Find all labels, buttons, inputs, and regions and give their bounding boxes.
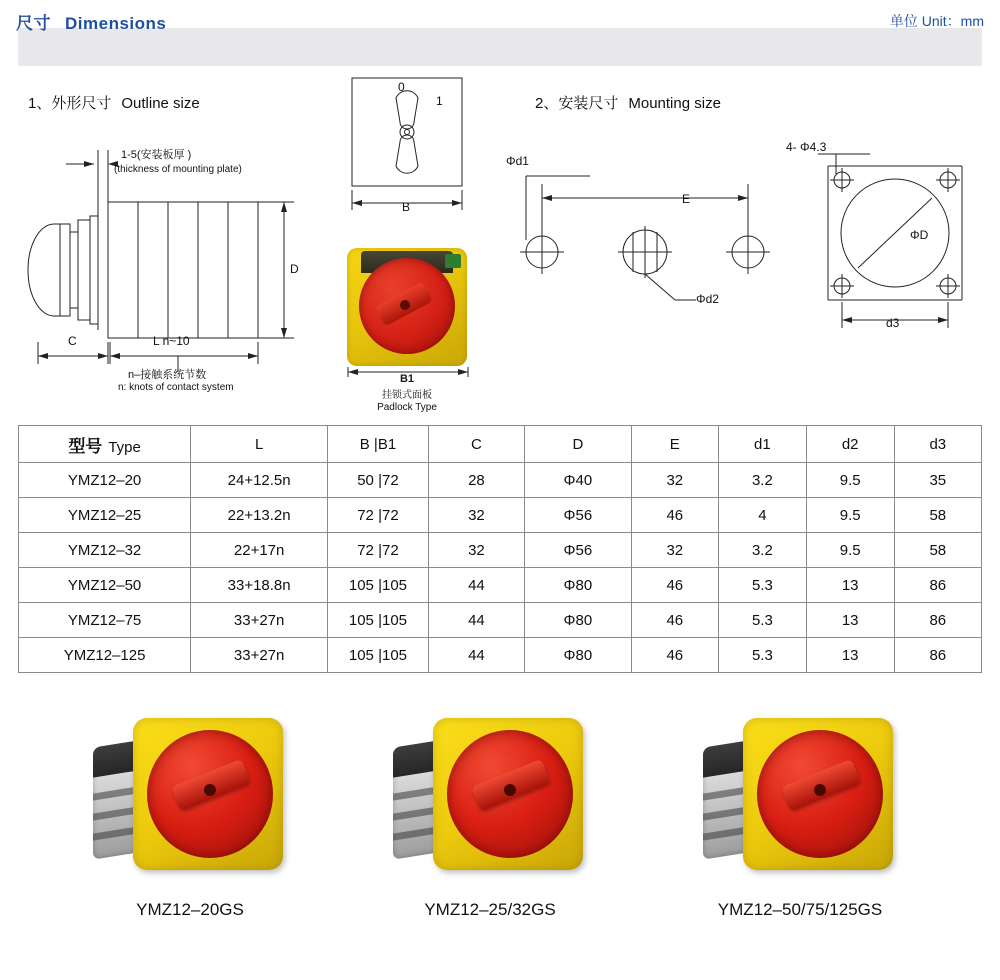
mounting-hole-drawing bbox=[500, 150, 810, 340]
cell-c: 44 bbox=[428, 603, 524, 638]
cell-b1: 72 bbox=[381, 541, 399, 559]
cell-type: YMZ12–125 bbox=[19, 638, 191, 673]
padlock-caption bbox=[347, 390, 467, 414]
unit-note-value: ：mm bbox=[946, 13, 984, 29]
product-photo-item bbox=[650, 700, 950, 960]
section-en-1: Outline size bbox=[121, 95, 200, 112]
dimension-c: C bbox=[68, 334, 77, 348]
table-row bbox=[19, 463, 982, 498]
page-title-en: Dimensions bbox=[65, 14, 167, 33]
unit-note-cn: 单位 Unit bbox=[889, 13, 947, 29]
product-caption: YMZ12–50/75/125GS bbox=[717, 900, 883, 919]
cell-b: 72 bbox=[357, 541, 374, 559]
cell-b1: 105 bbox=[381, 646, 408, 664]
dimension-ln: L n~10 bbox=[153, 334, 190, 348]
col-header-d: D bbox=[525, 426, 632, 463]
cell-d1: 4 bbox=[718, 498, 806, 533]
cell-e: 46 bbox=[631, 638, 718, 673]
cell-c: 28 bbox=[428, 463, 524, 498]
outline-drawing-svg bbox=[18, 120, 318, 400]
label-e: E bbox=[682, 192, 691, 206]
label-4-holes: 4- Φ4.3 bbox=[786, 140, 827, 154]
cell-b1: 72 bbox=[381, 471, 399, 489]
cell-c: 32 bbox=[428, 498, 524, 533]
page-title-cn: 尺寸 bbox=[16, 14, 51, 33]
dimensions-table bbox=[18, 425, 982, 673]
cell-l: 33+18.8n bbox=[191, 568, 328, 603]
cell-d3: 86 bbox=[894, 603, 981, 638]
cell-d2: 13 bbox=[806, 568, 894, 603]
cell-d2: 9.5 bbox=[806, 533, 894, 568]
col-header-l: L bbox=[191, 426, 328, 463]
product-photo-item bbox=[340, 700, 640, 960]
table-row bbox=[19, 533, 982, 568]
label-d3: d3 bbox=[886, 316, 900, 330]
table-row bbox=[19, 638, 982, 673]
cell-d1: 5.3 bbox=[718, 638, 806, 673]
table-header-row bbox=[19, 426, 982, 463]
plate-thickness-cn: 1-5(安装板厚 ) bbox=[121, 149, 192, 161]
cell-b: 50 bbox=[357, 471, 374, 489]
cell-l: 22+17n bbox=[191, 533, 328, 568]
cell-d2: 9.5 bbox=[806, 498, 894, 533]
cell-type: YMZ12–75 bbox=[19, 603, 191, 638]
mounting-plate-drawing bbox=[786, 140, 990, 350]
cell-l: 24+12.5n bbox=[191, 463, 328, 498]
table-body bbox=[19, 463, 982, 673]
section-index-2: 2、 bbox=[535, 95, 559, 112]
cell-b1: 105 bbox=[381, 576, 408, 594]
page-title bbox=[16, 9, 166, 34]
cell-c: 32 bbox=[428, 533, 524, 568]
padlock-green-terminal bbox=[445, 254, 461, 268]
cell-d2: 13 bbox=[806, 638, 894, 673]
cell-b-b1: 105 |105 bbox=[328, 638, 429, 673]
switch-center-screw bbox=[504, 784, 516, 796]
position-1-label: 1 bbox=[436, 94, 443, 108]
col-header-b1: B1 bbox=[377, 435, 397, 453]
dimension-d: D bbox=[290, 262, 299, 276]
table-row bbox=[19, 603, 982, 638]
product-image-ymz12-50-75-125gs bbox=[695, 710, 910, 885]
section-cn-2: 安装尺寸 bbox=[558, 95, 619, 112]
position-0-label: 0 bbox=[398, 80, 405, 94]
cell-d: Φ80 bbox=[525, 603, 632, 638]
cell-l: 22+13.2n bbox=[191, 498, 328, 533]
padlock-center-screw bbox=[400, 300, 410, 310]
padlock-type-photo bbox=[347, 248, 467, 370]
mounting-plate-svg bbox=[810, 150, 990, 350]
cell-d: Φ80 bbox=[525, 568, 632, 603]
cell-b-b1: 50 |72 bbox=[328, 463, 429, 498]
padlock-caption-cn: 挂锁式面板 bbox=[382, 390, 432, 401]
cell-d: Φ56 bbox=[525, 533, 632, 568]
cell-d3: 35 bbox=[894, 463, 981, 498]
col-header-e: E bbox=[631, 426, 718, 463]
table-row bbox=[19, 498, 982, 533]
label-phi-d1: Φd1 bbox=[506, 154, 529, 168]
knots-note-cn: n–接触系统节数 bbox=[128, 369, 207, 381]
product-image-ymz12-25-32gs bbox=[385, 710, 600, 885]
table-header bbox=[19, 426, 982, 463]
cell-d1: 3.2 bbox=[718, 463, 806, 498]
col-header-type bbox=[19, 426, 191, 463]
cell-e: 32 bbox=[631, 533, 718, 568]
switch-center-screw bbox=[204, 784, 216, 796]
dimension-b1-label: B1 bbox=[399, 373, 415, 385]
cell-d2: 13 bbox=[806, 603, 894, 638]
cell-e: 46 bbox=[631, 603, 718, 638]
section-index-1: 1、 bbox=[28, 95, 52, 112]
label-phi-d2: Φd2 bbox=[696, 292, 719, 306]
cell-e: 46 bbox=[631, 568, 718, 603]
outline-size-drawing bbox=[18, 120, 318, 400]
label-phi-D: ΦD bbox=[910, 228, 929, 242]
cell-d3: 58 bbox=[894, 533, 981, 568]
cell-e: 32 bbox=[631, 463, 718, 498]
col-header-d3: d3 bbox=[894, 426, 981, 463]
section-en-2: Mounting size bbox=[628, 95, 721, 112]
col-header-b-b1: B |B1 bbox=[328, 426, 429, 463]
product-photo-gallery bbox=[0, 700, 1000, 960]
col-header-d2: d2 bbox=[806, 426, 894, 463]
cell-l: 33+27n bbox=[191, 603, 328, 638]
mounting-hole-svg bbox=[500, 150, 810, 340]
cell-b1: 105 bbox=[381, 611, 408, 629]
col-header-b: B bbox=[359, 435, 370, 453]
product-caption: YMZ12–25/32GS bbox=[424, 900, 556, 919]
product-caption: YMZ12–20GS bbox=[136, 900, 244, 919]
cell-b-b1: 105 |105 bbox=[328, 568, 429, 603]
cell-type: YMZ12–25 bbox=[19, 498, 191, 533]
cell-type: YMZ12–32 bbox=[19, 533, 191, 568]
cell-d: Φ56 bbox=[525, 498, 632, 533]
section-label-mounting-size bbox=[535, 92, 721, 113]
cell-b-b1: 105 |105 bbox=[328, 603, 429, 638]
unit-note bbox=[890, 11, 984, 31]
switch-center-screw bbox=[814, 784, 826, 796]
cell-c: 44 bbox=[428, 568, 524, 603]
col-header-c: C bbox=[428, 426, 524, 463]
cell-d3: 86 bbox=[894, 638, 981, 673]
col-header-d1: d1 bbox=[718, 426, 806, 463]
padlock-caption-en: Padlock Type bbox=[377, 402, 437, 413]
cell-b: 105 bbox=[348, 611, 374, 629]
front-panel-drawing bbox=[340, 72, 480, 222]
cell-b: 72 bbox=[357, 506, 374, 524]
cell-type: YMZ12–20 bbox=[19, 463, 191, 498]
cell-c: 44 bbox=[428, 638, 524, 673]
cell-b: 105 bbox=[348, 646, 374, 664]
knots-note-en: n: knots of contact system bbox=[118, 382, 234, 393]
cell-l: 33+27n bbox=[191, 638, 328, 673]
cell-d1: 5.3 bbox=[718, 603, 806, 638]
cell-d: Φ80 bbox=[525, 638, 632, 673]
cell-d1: 5.3 bbox=[718, 568, 806, 603]
cell-d3: 58 bbox=[894, 498, 981, 533]
cell-d1: 3.2 bbox=[718, 533, 806, 568]
cell-b-b1: 72 |72 bbox=[328, 533, 429, 568]
cell-d2: 9.5 bbox=[806, 463, 894, 498]
plate-thickness-en: (thickness of mounting plate) bbox=[114, 164, 242, 175]
section-label-outline-size bbox=[28, 92, 200, 113]
cell-b: 105 bbox=[348, 576, 374, 594]
cell-b-b1: 72 |72 bbox=[328, 498, 429, 533]
product-image-ymz12-20gs bbox=[85, 710, 300, 885]
cell-b1: 72 bbox=[381, 506, 399, 524]
col-header-type-cn: 型号 bbox=[68, 436, 103, 456]
dimension-b: B bbox=[402, 200, 411, 214]
cell-e: 46 bbox=[631, 498, 718, 533]
table-row bbox=[19, 568, 982, 603]
cell-d3: 86 bbox=[894, 568, 981, 603]
cell-type: YMZ12–50 bbox=[19, 568, 191, 603]
col-header-type-en: Type bbox=[108, 438, 141, 456]
cell-d: Φ40 bbox=[525, 463, 632, 498]
product-photo-item bbox=[40, 700, 340, 960]
section-cn-1: 外形尺寸 bbox=[51, 95, 112, 112]
